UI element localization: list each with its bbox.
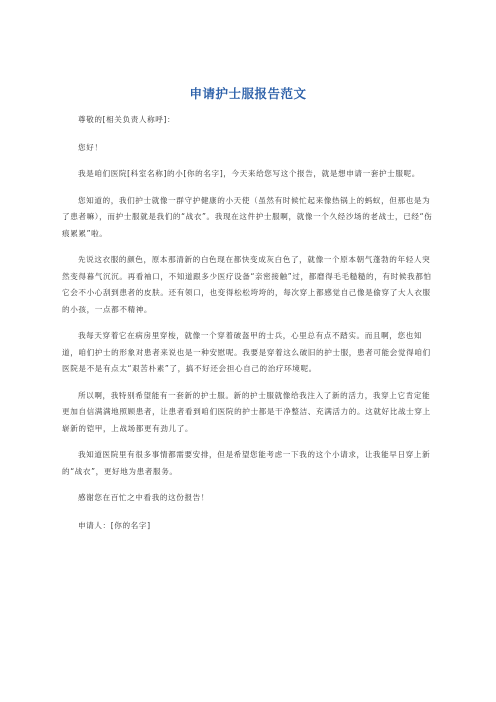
body-paragraph-5: 所以啊，我特别希望能有一套新的护士服。新的护士服就像给我注入了新的活力，我穿上它肯定能更加自信满满地照顾患者，让患者看到咱们医院的护士都是干净整洁、充满活力的。这就好比战士穿上崭新的铠甲，上战场都更有劲儿了。 (62, 390, 431, 433)
body-paragraph-4: 我每天穿着它在病房里穿梭，就像一个穿着破盔甲的士兵，心里总有点不踏实。而且啊，您也知道，咱们护士的形象对患者来说也是一种安慰呢。我要是穿着这么破旧的护士服，患者可能会觉得咱们医院是不是有点太“艰苦朴素”了，搞不好还会担心自己的治疗环境呢。 (62, 331, 431, 373)
document-page (62, 0, 434, 534)
body-paragraph-1: 我是咱们医院[科室名称]的小[你的名字]，今天来给您写这个报告，就是想申请一套护士服呢。 (77, 169, 420, 178)
signature-line: 申请人：[你的名字] (77, 520, 151, 530)
greeting: 您好！ (77, 142, 103, 152)
body-paragraph-3: 先说这衣服的颜色，原本那清新的白色现在都快变成灰白色了，就像一个原本朝气蓬勃的年轻人突然变得暮气沉沉。再看袖口，不知道跟多少医疗设备“亲密接触”过，都磨得毛毛糙糙的，有时候我都怕它会不小心刮到患者的皮肤。还有领口，也变得松松垮垮的，每次穿上都感觉自己像是偷穿了大人衣服的小孩，一点都不精神。 (62, 255, 432, 314)
body-paragraph-6: 我知道医院里有很多事情都需要安排，但是希望您能考虑一下我的这个小请求，让我能早日穿上新的“战衣”，更好地为患者服务。 (62, 450, 431, 476)
closing-line: 感谢您在百忙之中看我的这份报告！ (77, 493, 210, 502)
body-paragraph-2: 您知道的，我们护士就像一群守护健康的小天使（虽然有时候忙起来像热锅上的蚂蚁，但那也是为了患者嘛），而护士服就是我们的“战衣”。我现在这件护士服啊，就像一个久经沙场的老战士，已经“伤痕累累”啦。 (62, 195, 433, 238)
salutation: 尊敬的[相关负责人称呼]： (77, 115, 176, 124)
document-title: 申请护士服报告范文 (189, 86, 307, 101)
